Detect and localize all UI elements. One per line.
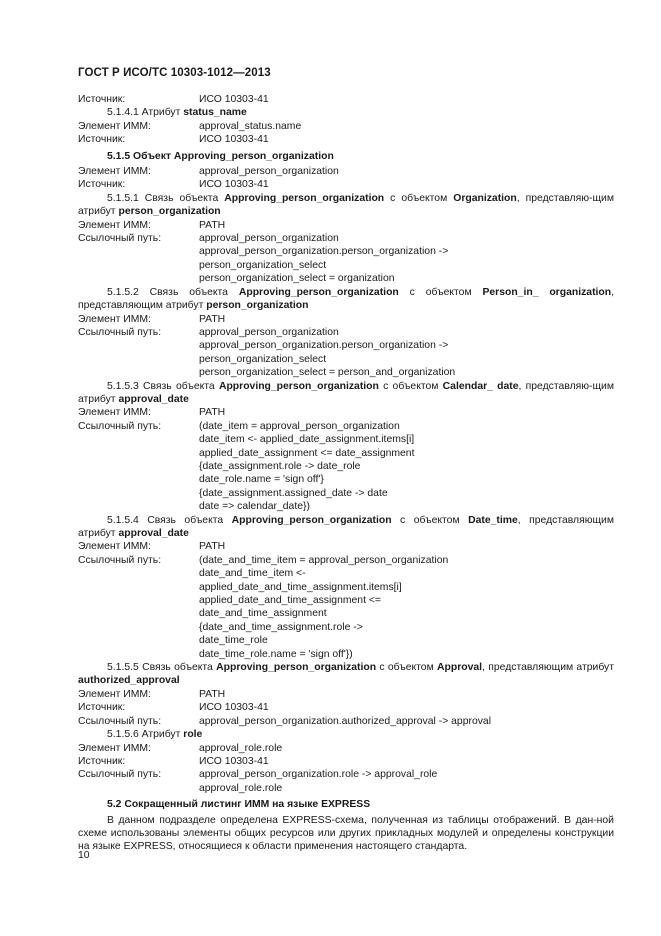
clause-5-1-5-6: 5.1.5.6 Атрибут role [107, 729, 203, 741]
ref-path-row: Ссылочный путь: approval_person_organization.authorized_approval -> approval [78, 715, 492, 727]
ref-path-line: approval_person_organization.person_organization -> [199, 246, 449, 258]
document-body [78, 93, 614, 854]
ref-path-line: approval_role.role [199, 782, 283, 794]
document-header: ГОСТ Р ИСО/ТС 10303-1012—2013 [78, 67, 271, 79]
source-row: Источник: ИСО 10303-41 [78, 179, 269, 191]
clause-5-1-5-2: 5.1.5.2 Связь объекта Approving_person_organization с объектом Person_in_ organization, представляющим атрибут person_organization [78, 286, 614, 312]
ref-path-line: person_organization_select [199, 353, 327, 365]
ref-path-line: date_and_time_item <- [199, 568, 306, 580]
ref-path-line: date => calendar_date}) [199, 501, 310, 513]
source-row: Источник: ИСО 10303-41 [78, 94, 269, 105]
ref-path-line: person_organization_select = person_and_organization [199, 367, 456, 379]
ref-path-line: date_and_time_assignment [199, 608, 327, 620]
clause-5-1-5-3: 5.1.5.3 Связь объекта Approving_person_organization с объектом Calendar_ date, представляю-щим атрибут approval_date [78, 380, 615, 405]
source-row: Источник: ИСО 10303-41 [78, 702, 269, 714]
source-row: Источник: ИСО 10303-41 [78, 134, 269, 146]
ref-path-line: date_role.name = 'sign off'} [199, 474, 324, 486]
ref-path-line: date_item <- applied_date_assignment.items[i] [199, 434, 415, 446]
element-row: Элемент ИММ: PATH [78, 541, 226, 553]
page-number: 10 [78, 850, 90, 861]
element-row: Элемент ИММ: PATH [78, 219, 226, 231]
ref-path-line: date_time_role.name = 'sign off'}) [199, 648, 353, 660]
ref-path-line: person_organization_select [199, 259, 327, 271]
source-row: Источник: ИСО 10303-41 [78, 755, 269, 767]
ref-path-row: Ссылочный путь: approval_person_organization.role -> approval_role [78, 769, 438, 781]
clause-5-1-5-5: 5.1.5.5 Связь объекта Approving_person_organization с объектом Approval, представляющим атрибут authorized_approval [78, 662, 615, 687]
clause-5-1-4-1: 5.1.4.1 Атрибут status_name [107, 107, 247, 119]
ref-path-line: {date_assignment.assigned_date -> date [199, 487, 388, 499]
ref-path-line: applied_date_assignment <= date_assignment [199, 447, 415, 459]
ref-path-line: {date_and_time_assignment.role -> [199, 621, 363, 633]
ref-path-row: Ссылочный путь: approval_person_organization [78, 233, 339, 245]
element-row: Элемент ИММ: approval_role.role [78, 742, 283, 754]
element-row: Элемент ИММ: PATH [78, 407, 226, 419]
element-row: Элемент ИММ: PATH [78, 313, 226, 325]
ref-path-row: Ссылочный путь: approval_person_organization [78, 326, 339, 338]
ref-path-line: applied_date_and_time_assignment <= [199, 595, 381, 607]
clause-5-1-5-4: 5.1.5.4 Связь объекта Approving_person_organization с объектом Date_time, представляющим атрибут approval_date [78, 514, 615, 539]
ref-path-row: Ссылочный путь: (date_and_time_item = approval_person_organization [78, 554, 449, 566]
element-row: Элемент ИММ: approval_status.name [78, 120, 302, 132]
ref-path-line: date_time_role [199, 635, 268, 647]
ref-path-line: {date_assignment.role -> date_role [199, 460, 361, 472]
ref-path-line: person_organization_select = organization [199, 273, 395, 285]
clause-5-1-5-1: 5.1.5.1 Связь объекта Approving_person_organization с объектом Organization, представляю-щим атрибут person_organization [78, 192, 614, 218]
section-5-1-5-heading: 5.1.5 Объект Approving_person_organization [107, 150, 334, 162]
section-5-2-heading: 5.2 Сокращенный листинг ИММ на языке EXPRESS [107, 799, 371, 811]
ref-path-line: applied_date_and_time_assignment.items[i] [199, 581, 402, 593]
element-row: Элемент ИММ: approval_person_organization [78, 166, 339, 178]
section-5-2-body: В данном подразделе определена EXPRESS-схема, полученная из таблицы отображений. В дан-ной схеме использованы элементы общих ресурсов или других прикладных модулей и определены конструкции на языке EXPRESS, относящиеся к области применения настоящего стандарта. [78, 814, 614, 853]
ref-path-line: approval_person_organization.person_organization -> [199, 340, 449, 352]
ref-path-row: Ссылочный путь: (date_item = approval_person_organization [78, 420, 400, 432]
element-row: Элемент ИММ: PATH [78, 688, 226, 700]
